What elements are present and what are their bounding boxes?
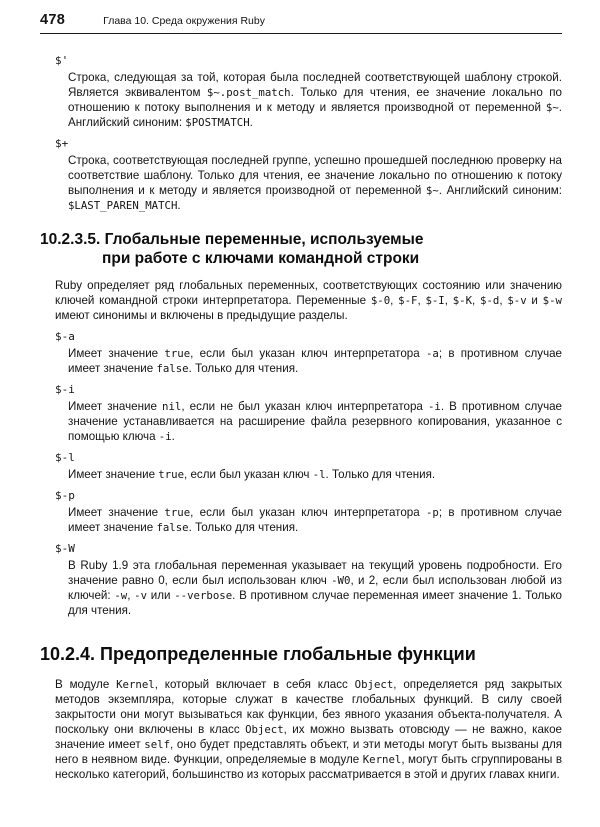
inline-code: -a [425,347,439,360]
definition-text: Имеет значение nil, если не был указан ключ интерпретатора -i. В противном случае значение устанавливается на расширение файла резервного копирования, указанное с помощью ключа -i. [68,400,563,443]
page-content [40,34,562,782]
page-number: 478 [40,12,66,28]
inline-code: true [158,468,185,481]
definition-text: Строка, соответствующая последней группе, успешно прошедшей последнюю проверку на соответствие шаблону. Только для чтения, ее значение локально по отношению к потоку выполнения и к методу и является производной от переменной $~. Английский синоним: $LAST_PAREN_MATCH. [68,154,562,212]
inline-code: Kernel [116,678,155,691]
chapter-title: Глава 10. Среда окружения Ruby [103,15,265,27]
inline-code: $-I [425,294,445,307]
variable-term: $' [55,54,69,67]
definition-entry [40,330,562,376]
inline-code: -i [427,400,441,413]
inline-code: Object [245,723,284,736]
inline-code: -p [425,506,439,519]
definition-entry [40,451,562,482]
definition-entry [40,54,562,130]
inline-code: -i [158,430,172,443]
inline-code: $~ [425,184,439,197]
inline-code: $~.post_match [206,86,291,99]
definition-text: Имеет значение true, если был указан ключ интерпретатора -p; в противном случае имеет значение false. Только для чтения. [68,506,563,534]
inline-code: -l [312,468,326,481]
definition-entry [40,383,562,444]
subsection-heading [40,231,562,268]
subsection-title-line2: при работе с ключами командной строки [102,249,420,267]
inline-code: false [156,521,189,534]
inline-code: -w [114,589,128,602]
variable-term: $+ [55,137,69,150]
inline-code: true [164,347,191,360]
definition-text: Имеет значение true, если был указан ключ -l. Только для чтения. [68,468,436,481]
definition-text: Строка, следующая за той, которая была последней соответствующей шаблону строкой. Является эквивалентом $~.post_match. Только для чтения, ее значение локально по отношению к потоку выполнения и к методу и является производной от переменной $~. Английский синоним: $POSTMATCH. [68,71,562,129]
page-header [40,12,562,34]
inline-code: $POSTMATCH [185,116,250,129]
inline-code: self [144,738,171,751]
inline-code: --verbose [174,589,233,602]
inline-code: $-F [398,294,418,307]
variable-term: $-a [55,330,75,343]
inline-code: $-K [452,294,473,307]
intro-paragraph: Ruby определяет ряд глобальных переменных, соответствующих состоянию или значению ключей командной строки интерпретатора. Переменные $-0, $-F, $-I, $-K, $-d, $-v и $-w имеют синонимы и включены в предыдущие разделы. [55,279,562,322]
variable-term: $-p [55,489,75,502]
inline-code: $-v [507,294,527,307]
inline-code: -W0 [331,574,351,587]
section-heading: 10.2.4. Предопределенные глобальные функции [40,644,476,664]
inline-code: false [156,362,189,375]
inline-code: Object [354,678,394,691]
inline-code: true [164,506,191,519]
subsection-title-line1: 10.2.3.5. Глобальные переменные, используемые [40,231,424,248]
section-body-paragraph: В модуле Kernel, который включает в себя класс Object, определяется ряд закрытых методов экземпляра, которые служат в качестве глобальных функций. В силу своей закрытости они могут вызываться как функции, без явного указания объекта-получателя. А поскольку они включены в класс Object, их можно вызвать отовсюду — не важно, какое значение имеет self, оно будет представлять объект, и эти методы могут быть вызваны для него в неявном виде. Функции, определяемые в модуле Kernel, могут быть сгруппированы в несколько категорий, большинство из которых рассматривается в этой и других главах книги. [55,678,563,781]
inline-code: $-0 [370,294,391,307]
definition-entry [40,137,562,213]
inline-code: Kernel [362,753,402,766]
variable-term: $-i [55,383,75,396]
variable-term: $-W [55,542,75,555]
inline-code: $-d [480,294,500,307]
inline-code: $~ [545,101,559,114]
inline-code: $LAST_PAREN_MATCH [68,199,178,212]
definition-text: В Ruby 1.9 эта глобальная переменная указывает на текущий уровень подробности. Его значение равно 0, если был использован ключ -W0, и 2, если был использован любой из ключей: -w, -v или --verbose. В противном случае переменная имеет значение 1. Только для чтения. [68,559,562,617]
inline-code: -v [134,589,148,602]
definition-entry [40,542,562,618]
definition-text: Имеет значение true, если был указан ключ интерпретатора -a; в противном случае имеет значение false. Только для чтения. [68,347,563,375]
variable-term: $-l [55,451,75,464]
inline-code: nil [162,400,182,413]
definition-entry [40,489,562,535]
inline-code: $-w [542,294,562,307]
